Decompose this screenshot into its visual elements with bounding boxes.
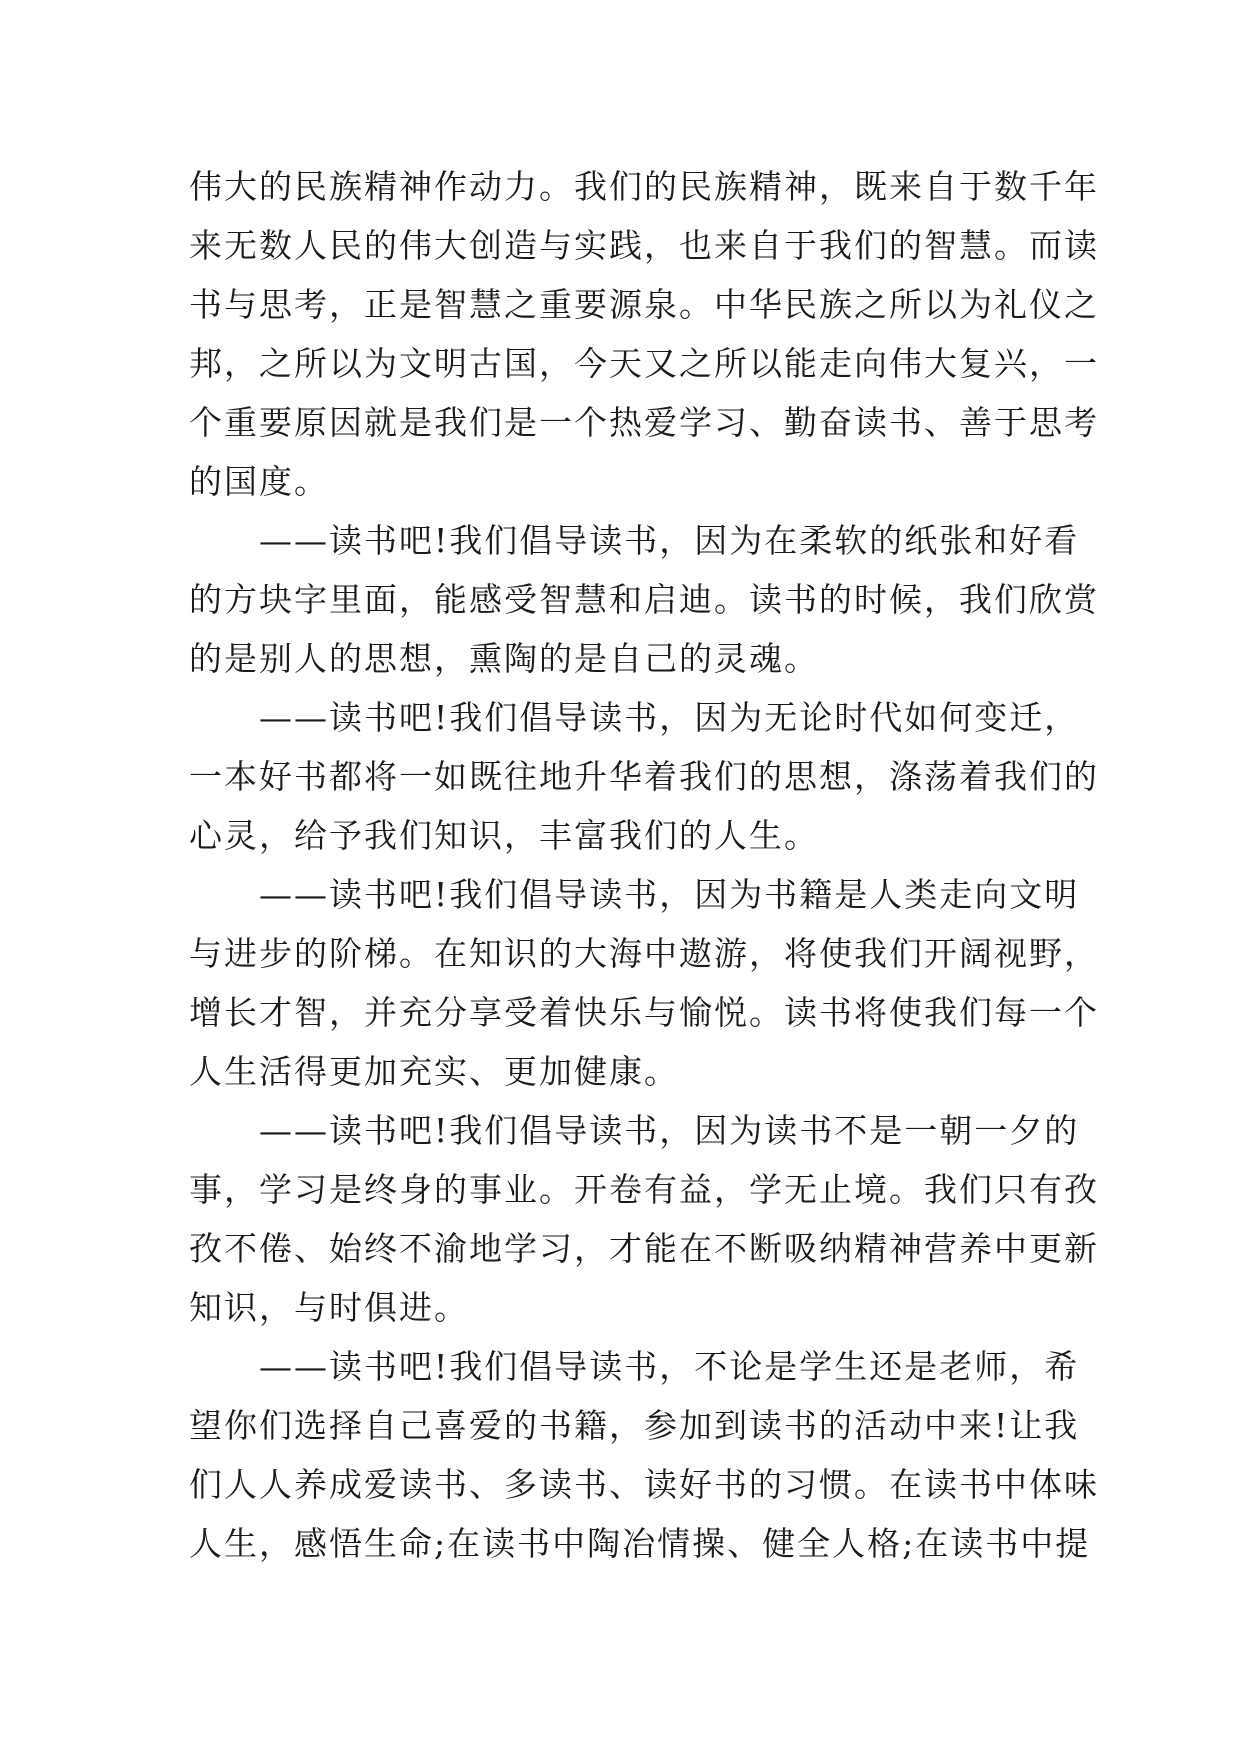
text-line: 一本好书都将一如既往地升华着我们的思想，涤荡着我们的 — [189, 757, 1099, 796]
text-line: 人生，感悟生命;在读书中陶冶情操、健全人格;在读书中提 — [189, 1524, 1091, 1563]
text-line: 的国度。 — [189, 462, 329, 501]
document-body — [189, 157, 1099, 1573]
text-line: 望你们选择自己喜爱的书籍，参加到读书的活动中来!让我 — [189, 1406, 1080, 1445]
text-line: ——读书吧!我们倡导读书，因为书籍是人类走向文明 — [189, 875, 1080, 914]
text-line: 心灵，给予我们知识，丰富我们的人生。 — [189, 816, 819, 855]
text-line: 孜不倦、始终不渝地学习，才能在不断吸纳精神营养中更新 — [189, 1229, 1099, 1268]
text-line: 书与思考，正是智慧之重要源泉。中华民族之所以为礼仪之 — [189, 285, 1099, 324]
text-line: 与进步的阶梯。在知识的大海中遨游，将使我们开阔视野， — [189, 934, 1099, 973]
text-line: 的方块字里面，能感受智慧和启迪。读书的时候，我们欣赏 — [189, 580, 1099, 619]
text-line: 的是别人的思想，熏陶的是自己的灵魂。 — [189, 639, 819, 678]
text-line: ——读书吧!我们倡导读书，因为在柔软的纸张和好看 — [189, 521, 1080, 560]
text-line: 来无数人民的伟大创造与实践，也来自于我们的智慧。而读 — [189, 226, 1099, 265]
text-line: 伟大的民族精神作动力。我们的民族精神，既来自于数千年 — [189, 167, 1099, 206]
text-line: ——读书吧!我们倡导读书，不论是学生还是老师，希 — [189, 1347, 1080, 1386]
text-line: 事，学习是终身的事业。开卷有益，学无止境。我们只有孜 — [189, 1170, 1099, 1209]
text-line: ——读书吧!我们倡导读书，因为读书不是一朝一夕的 — [189, 1111, 1080, 1150]
text-line: ——读书吧!我们倡导读书，因为无论时代如何变迁， — [189, 698, 1080, 737]
text-line: 个重要原因就是我们是一个热爱学习、勤奋读书、善于思考 — [189, 403, 1099, 442]
text-line: 增长才智，并充分享受着快乐与愉悦。读书将使我们每一个 — [189, 993, 1099, 1032]
text-line: 邦，之所以为文明古国，今天又之所以能走向伟大复兴，一 — [189, 344, 1099, 383]
text-line: 知识，与时俱进。 — [189, 1288, 469, 1327]
text-line: 们人人养成爱读书、多读书、读好书的习惯。在读书中体味 — [189, 1465, 1099, 1504]
text-line: 人生活得更加充实、更加健康。 — [189, 1052, 679, 1091]
